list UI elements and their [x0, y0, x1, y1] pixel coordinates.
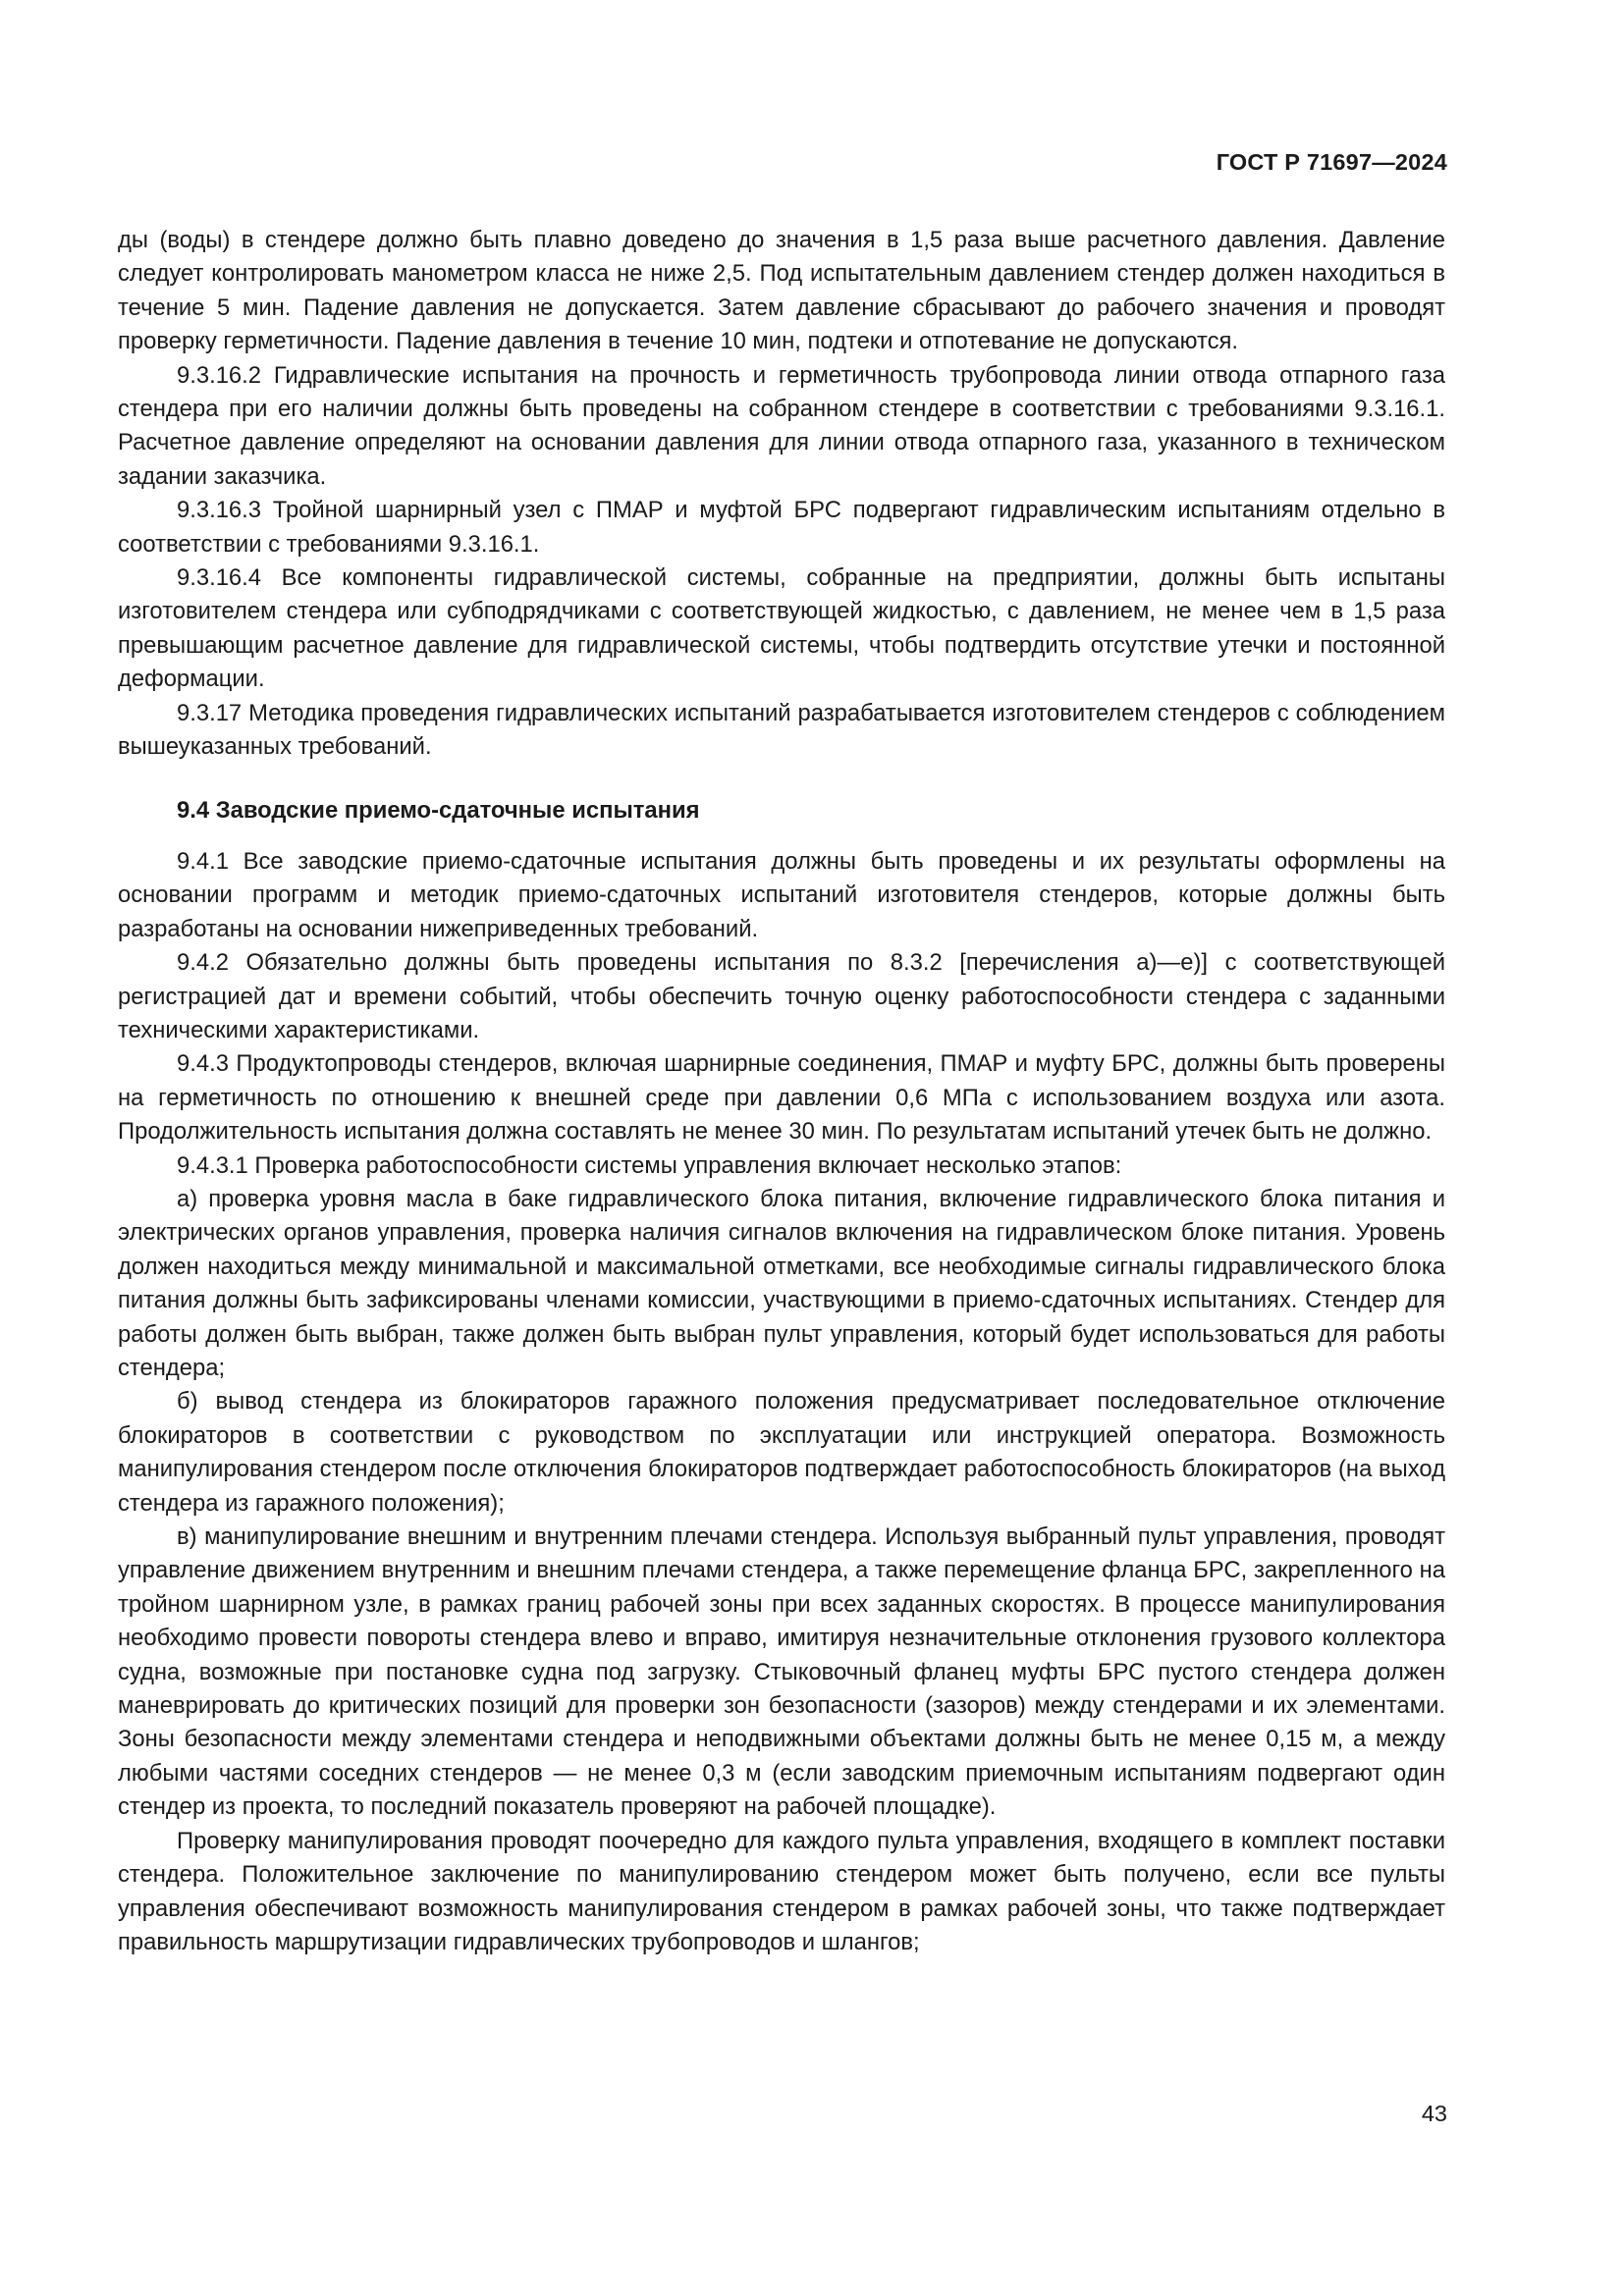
section-heading-9-4: 9.4 Заводские приемо-сдаточные испытания [177, 796, 700, 824]
paragraph-continuation: ды (воды) в стендере должно быть плавно доведено до значения в 1,5 раза выше расчетного давления. Давление следует контролировать манометром класса не ниже 2,5. Под испытательным давлением стендер должен находиться в течение 5 мин. Падение давления не допускается. Затем давление сбрасывают до рабочего значения и проводят проверку герметичности. Падение давления в течение 10 мин, подтеки и отпотевание не допускаются. [118, 227, 1445, 355]
list-item-v: в) манипулирование внешним и внутренним плечами стендера. Используя выбранный пульт управления, проводят управление движением внутренним и внешним плечами стендера, а также перемещение фланца БРС, закрепленного на тройном шарнирном узле, в рамках границ рабочей зоны при всех заданных скоростях. В процессе манипулирования необходимо провести повороты стендера влево и вправо, имитируя незначительные отклонения грузового коллектора судна, возможные при постановке судна под загрузку. Стыковочный фланец муфты БРС пустого стендера должен маневрировать до критических позиций для проверки зон безопасности (зазоров) между стендерами и их элементами. Зоны безопасности между элементами стендера и неподвижными объектами должны быть не менее 0,15 м, а между любыми частями соседних стендеров — не менее 0,3 м (если заводским приемочным испытаниям подвергают один стендер из проекта, то последний показатель проверяют на рабочей площадке). [118, 1523, 1445, 1821]
page-number: 43 [1421, 2101, 1447, 2126]
paragraph-manipulation-check: Проверку манипулирования проводят поочередно для каждого пульта управления, входящего в комплект поставки стендера. Положительное заключение по манипулированию стендером может быть получено, если все пульты управления обеспечивают возможность манипулирования стендером в рамках рабочей зоны, что также подтверждает правильность маршрутизации гидравлических трубопроводов и шлангов; [118, 1827, 1445, 1955]
paragraph-9-4-3-1: 9.4.3.1 Проверка работоспособности системы управления включает несколько этапов: [177, 1151, 1122, 1179]
body-text [118, 224, 1445, 1959]
list-item-a: а) проверка уровня масла в баке гидравлического блока питания, включение гидравлического блока питания и электрических органов управления, проверка наличия сигналов включения на гидравлическом блоке питания. Уровень должен находиться между минимальной и максимальной отметками, все необходимые сигналы гидравлического блока питания должны быть зафиксированы членами комиссии, участвующими в приемо-сдаточных испытаниях. Стендер для работы должен быть выбран, также должен быть выбран пульт управления, который будет использоваться для работы стендера; [118, 1185, 1445, 1381]
paragraph-9-4-3: 9.4.3 Продуктопроводы стендеров, включая шарнирные соединения, ПМАР и муфту БРС, должны быть проверены на герметичность по отношению к внешней среде при давлении 0,6 МПа с использованием воздуха или азота. Продолжительность испытания должна составлять не менее 30 мин. По результатам испытаний утечек быть не должно. [118, 1050, 1445, 1146]
paragraph-9-3-16-2: 9.3.16.2 Гидравлические испытания на прочность и герметичность трубопровода линии отвода отпарного газа стендера при его наличии должны быть проведены на собранном стендере в соответствии с требованиями 9.3.16.1. Расчетное давление определяют на основании давления для линии отвода отпарного газа, указанного в техническом задании заказчика. [118, 361, 1445, 490]
paragraph-9-4-1: 9.4.1 Все заводские приемо-сдаточные испытания должны быть проведены и их результаты оформлены на основании программ и методик приемо-сдаточных испытаний изготовителя стендеров, которые должны быть разработаны на основании нижеприведенных требований. [118, 847, 1445, 942]
paragraph-9-3-17: 9.3.17 Методика проведения гидравлических испытаний разрабатывается изготовителем стендеров с соблюдением вышеуказанных требований. [118, 699, 1445, 761]
paragraph-9-3-16-4: 9.3.16.4 Все компоненты гидравлической системы, собранные на предприятии, должны быть испытаны изготовителем стендера или субподрядчиками с соответствующей жидкостью, с давлением, не менее чем в 1,5 раза превышающим расчетное давление для гидравлической системы, чтобы подтвердить отсутствие утечки и постоянной деформации. [118, 564, 1445, 693]
list-item-b: б) вывод стендера из блокираторов гаражного положения предусматривает последовательное отключение блокираторов в соответствии с руководством по эксплуатации или инструкцией оператора. Возможность манипулирования стендером после отключения блокираторов подтверждает работоспособность блокираторов (на выход стендера из гаражного положения); [118, 1388, 1445, 1517]
paragraph-9-3-16-3: 9.3.16.3 Тройной шарнирный узел с ПМАР и муфтой БРС подвергают гидравлическим испытаниям отдельно в соответствии с требованиями 9.3.16.1. [118, 497, 1445, 558]
paragraph-9-4-2: 9.4.2 Обязательно должны быть проведены испытания по 8.3.2 [перечисления а)—е)] с соответствующей регистрацией дат и времени событий, чтобы обеспечить точную оценку работоспособности стендера с заданными техническими характеристиками. [118, 949, 1445, 1043]
document-code-header: ГОСТ Р 71697—2024 [1216, 149, 1447, 175]
